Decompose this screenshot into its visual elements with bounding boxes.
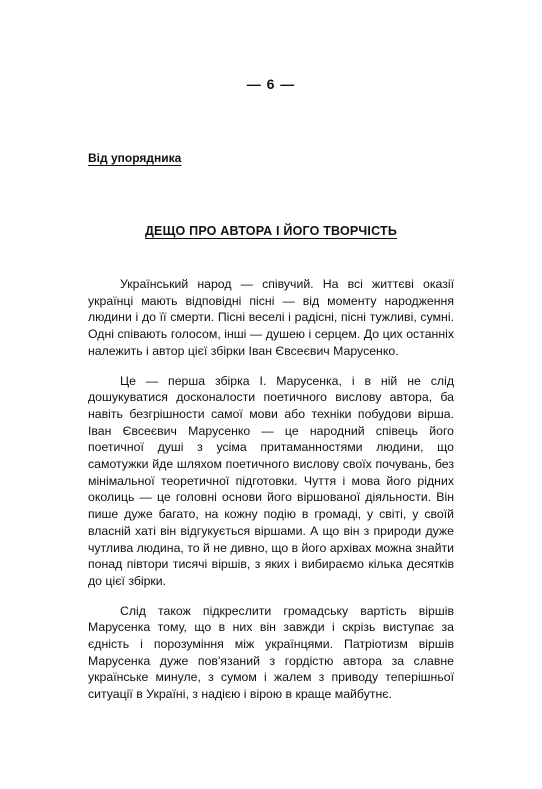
- paragraph-2: Це — перша збірка І. Марусенка, і в ній не слід дошукуватися досконалости поетичного вислову автора, ба навіть безгрішности самої мови або техніки побудови вірша. Іван Євсеєвич Марусенко — це народний співець його поетичної душі з усіма притаманностями людини, що самотужки йде шляхом поетичного вислову своїх почувань, без мінімальної теоретичної підготовки. Чуття і мова його рідних околиць — це головні основи його віршованої діяльности. Він пише дуже багато, на кожну подію в громаді, у світі, у своїй власній хаті він відгукується віршами. А що він з природи дуже чутлива людина, то й не дивно, що в його архівах можна знайти понад півтори тисячі віршів, з яких і вибираємо кілька десятків до цієї збірки.: [88, 373, 455, 588]
- paragraph-3: Слід також підкреслити громадську вартість віршів Марусенка тому, що в них він завжди і скрізь виступає за єдність і порозуміння між українцями. Патріотизм віршів Марусенка дуже пов'язаний з гордістю автора за славне українське минуле, з сумом і жалем з приводу теперішньої ситуації в Україні, з надією і вірою в краще майбутнє.: [88, 603, 454, 702]
- page-title: ДЕЩО ПРО АВТОРА І ЙОГО ТВОРЧІСТЬ: [144, 224, 398, 238]
- body-text: [88, 276, 454, 716]
- page-number: — 6 —: [246, 76, 296, 92]
- paragraph-1: Український народ — співучий. На всі життєві оказії українці мають відповідні пісні — від моменту народження людини і до її смерти. Пісні веселі і радісні, пісні тужливі, сумні. Одні співають голосом, інші — душею і серцем. До цих останніх належить і автор цієї збірки Іван Євсеєвич Марусенко.: [88, 277, 454, 358]
- section-label: Від упорядника: [88, 151, 182, 165]
